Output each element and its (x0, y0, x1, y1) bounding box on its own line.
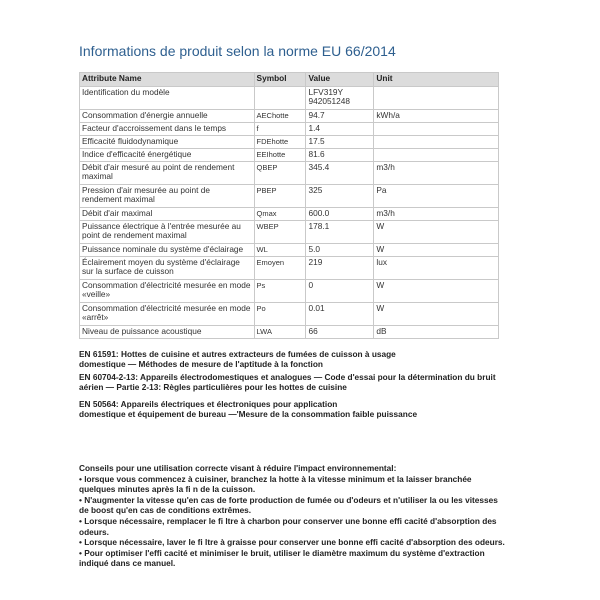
advice-line: • Pour optimiser l'effi cacité et minimiser le bruit, utiliser le diamètre maximum du système d'extraction (79, 547, 485, 558)
advice-line: • lorsque vous commencez à cuisiner, branchez la hotte à la vitesse minimum et la laisser branchée (79, 473, 472, 484)
row-name: Puissance nominale du système d'éclairage (80, 244, 255, 257)
row-unit: lux (374, 257, 499, 280)
table-row (80, 185, 499, 208)
row-name: Pression d'air mesurée au point de rendement maximal (80, 185, 255, 208)
advice-line: • N'augmenter la vitesse qu'en cas de forte production de fumée ou d'odeurs et n'utiliser la ou les vitesses (79, 494, 498, 505)
standard-line: EN 50564: Appareils électriques et électroniques pour application (79, 399, 338, 409)
standard-en-61591 (79, 349, 519, 369)
table-row (80, 280, 499, 303)
row-unit (374, 87, 499, 110)
row-value: 345.4 (306, 162, 374, 185)
row-unit: dB (374, 326, 499, 339)
standard-en-50564 (79, 399, 519, 419)
advice-heading: Conseils pour une utilisation correcte visant à réduire l'impact environnemental: (79, 463, 397, 473)
row-unit (374, 123, 499, 136)
product-info-table (79, 72, 499, 339)
row-name: Consommation d'électricité mesurée en mode «arrêt» (80, 303, 255, 326)
row-symbol: LWA (254, 326, 306, 339)
row-symbol: Ps (254, 280, 306, 303)
table-header-row (80, 73, 499, 87)
table-row (80, 208, 499, 221)
row-symbol: EEIhotte (254, 149, 306, 162)
row-value: 219 (306, 257, 374, 280)
row-value: 0.01 (306, 303, 374, 326)
row-unit: Pa (374, 185, 499, 208)
row-name: Débit d'air maximal (80, 208, 255, 221)
table-row (80, 244, 499, 257)
row-name: Consommation d'électricité mesurée en mode «veille» (80, 280, 255, 303)
table-row (80, 303, 499, 326)
row-name: Indice d'efficacité énergétique (80, 149, 255, 162)
row-symbol: Qmax (254, 208, 306, 221)
table-row (80, 123, 499, 136)
row-symbol: PBEP (254, 185, 306, 208)
row-name: Éclairement moyen du système d'éclairage sur la surface de cuisson (80, 257, 255, 280)
row-value: 1.4 (306, 123, 374, 136)
standard-line: EN 61591: Hottes de cuisine et autres extracteurs de fumées de cuisson à usage (79, 349, 396, 359)
row-value: 94.7 (306, 110, 374, 123)
header-attribute-name: Attribute Name (80, 73, 255, 87)
row-unit: m3/h (374, 162, 499, 185)
row-unit: W (374, 303, 499, 326)
model-number: LFV319Y (308, 87, 344, 97)
row-value: 600.0 (306, 208, 374, 221)
row-symbol: Po (254, 303, 306, 326)
row-name: Facteur d'accroissement dans le temps (80, 123, 255, 136)
row-unit: W (374, 280, 499, 303)
table-row (80, 257, 499, 280)
table-row (80, 136, 499, 149)
advice-line: indiqué dans ce manuel. (79, 558, 176, 569)
row-name: Efficacité fluidodynamique (80, 136, 255, 149)
advice-line: • Lorsque nécessaire, remplacer le fi ltre à charbon pour conserver une bonne effi cacité d'absorption des (79, 515, 497, 526)
row-symbol: WL (254, 244, 306, 257)
row-unit: m3/h (374, 208, 499, 221)
table-row (80, 162, 499, 185)
row-value: 5.0 (306, 244, 374, 257)
environmental-advice (79, 463, 519, 569)
standard-line: domestique et équipement de bureau —'Mesure de la consommation faible puissance (79, 409, 418, 419)
table-row (80, 87, 499, 110)
advice-line: de boost qu'en cas de conditions extrêmes. (79, 505, 252, 516)
table-row (80, 326, 499, 339)
row-value: 0 (306, 280, 374, 303)
row-value: 81.6 (306, 149, 374, 162)
table-row (80, 110, 499, 123)
row-value: 178.1 (306, 221, 374, 244)
advice-line: • Lorsque nécessaire, laver le fi ltre à graisse pour conserver une bonne effi cacité d'absorption des odeurs. (79, 537, 505, 548)
table-row (80, 149, 499, 162)
standard-line: domestique — Méthodes de mesure de l'aptitude à la fonction (79, 359, 324, 369)
table-row (80, 221, 499, 244)
row-unit (374, 149, 499, 162)
row-name: Identification du modèle (80, 87, 255, 110)
row-value (306, 87, 374, 110)
product-number: 942051248 (308, 96, 351, 106)
row-value: 325 (306, 185, 374, 208)
standard-en-60704 (79, 372, 519, 392)
standard-line: EN 60704-2-13: Appareils électrodomestiques et analogues — Code d'essai pour la détermination du bruit (79, 372, 496, 382)
row-symbol: Emoyen (254, 257, 306, 280)
row-name: Consommation d'énergie annuelle (80, 110, 255, 123)
row-value: 17.5 (306, 136, 374, 149)
row-symbol (254, 87, 306, 110)
page-title: Informations de produit selon la norme EU 66/2014 (79, 43, 396, 59)
advice-line: odeurs. (79, 526, 109, 537)
header-value: Value (306, 73, 374, 87)
row-symbol: WBEP (254, 221, 306, 244)
header-unit: Unit (374, 73, 499, 87)
row-unit: W (374, 221, 499, 244)
row-value: 66 (306, 326, 374, 339)
standard-line: aérien — Partie 2-13: Règles particulières pour les hottes de cuisine (79, 382, 347, 392)
advice-line: quelques minutes après la fi n de la cuisson. (79, 484, 256, 495)
row-name: Niveau de puissance acoustique (80, 326, 255, 339)
row-symbol: FDEhotte (254, 136, 306, 149)
row-symbol: AEChotte (254, 110, 306, 123)
row-unit: W (374, 244, 499, 257)
row-unit (374, 136, 499, 149)
row-symbol: f (254, 123, 306, 136)
row-name: Débit d'air mesuré au point de rendement maximal (80, 162, 255, 185)
row-symbol: QBEP (254, 162, 306, 185)
row-unit: kWh/a (374, 110, 499, 123)
header-symbol: Symbol (254, 73, 306, 87)
row-name: Puissance électrique à l'entrée mesurée au point de rendement maximal (80, 221, 255, 244)
